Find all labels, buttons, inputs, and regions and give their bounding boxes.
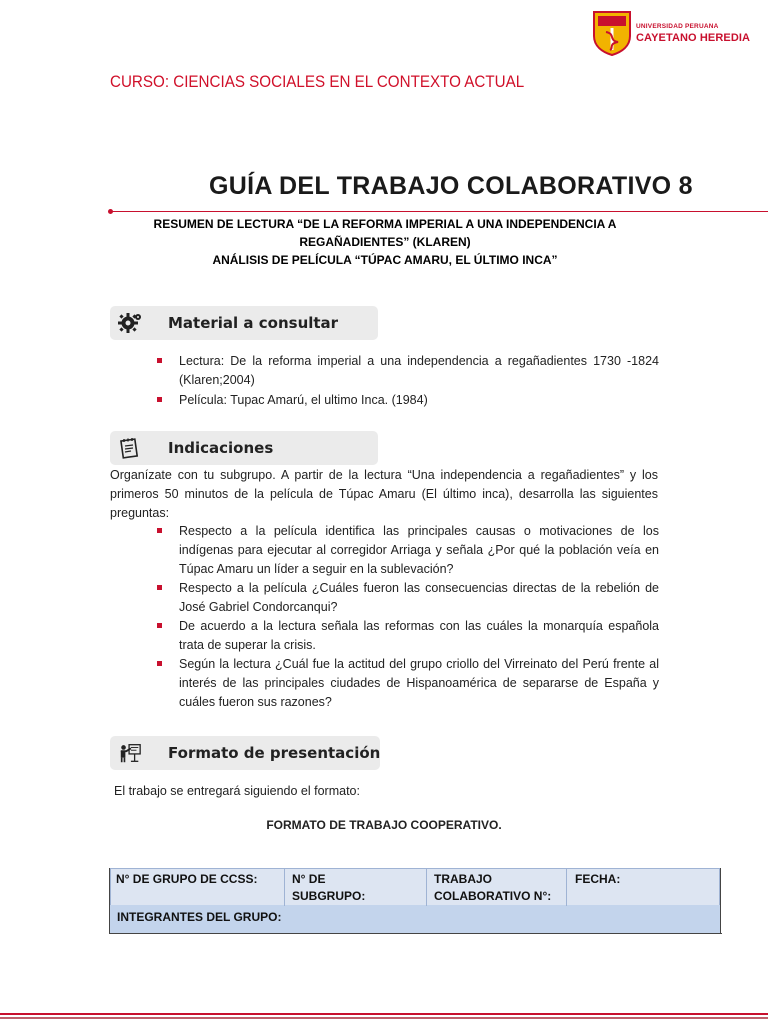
subtitle-line-3: ANÁLISIS DE PELÍCULA “TÚPAC AMARU, EL ÚLTIMO INCA” [212,253,558,267]
format-title: FORMATO DE TRABAJO COOPERATIVO. [266,818,502,832]
subgroup-label-line-1: N° DE [292,872,326,886]
group-number-label: N° DE GRUPO DE CCSS: [116,872,258,886]
question-item: Respecto a la película identifica las principales causas o motivaciones de los indígenas para ejecutar al corregidor Arriaga y señala ¿Por qué la población veía en Túpac Amaru un líder a seguir en la sublevación? [179,524,659,576]
presenter-icon [118,742,142,764]
section-formato-heading: Formato de presentación [168,744,381,762]
cooperative-work-table [110,868,722,934]
delivery-text: El trabajo se entregará siguiendo el formato: [114,784,360,798]
subgroup-label-line-2: SUBGRUPO: [292,889,366,903]
subgroup-label [292,871,365,905]
bullet-marker [157,623,162,628]
section-material-heading: Material a consultar [168,314,339,332]
logo-name-line: CAYETANO HEREDIA [636,32,751,44]
question-item: Respecto a la película ¿Cuáles fueron las consecuencias directas de la rebelión de José Gabriel Condorcanqui? [179,581,659,614]
list-item: Lectura: De la reforma imperial a una independencia a regañadientes 1730 -1824 (Klaren;2004) [179,354,659,387]
section-formato-header [110,736,380,770]
members-label: INTEGRANTES DEL GRUPO: [117,910,282,924]
title-rule [112,211,768,212]
table-right-border [720,868,721,934]
question-item: Según la lectura ¿Cuál fue la actitud del grupo criollo del Virreinato del Perú frente al interés de las principales ciudades de Hispanoamérica de separarse de España y cuáles fueron sus razones? [179,657,659,709]
work-label-line-2: COLABORATIVO N°: [434,889,552,903]
work-number-label [434,871,551,905]
footer-rule [0,1013,768,1015]
logo-university-line: UNIVERSIDAD PERUANA [636,23,719,30]
bullet-marker [157,397,162,402]
page-title: GUÍA DEL TRABAJO COLABORATIVO 8 [209,172,693,200]
bullet-marker [157,528,162,533]
table-column-divider [284,868,285,906]
bullet-marker [157,358,162,363]
subtitle-line-1: RESUMEN DE LECTURA “DE LA REFORMA IMPERIAL A UNA INDEPENDENCIA A [153,217,617,231]
notepad-icon [118,437,142,459]
footer-rule-secondary [0,1017,768,1019]
section-indicaciones-heading: Indicaciones [168,439,274,457]
university-logo [592,10,752,58]
gear-icon [118,312,142,334]
subtitle-line-2: REGAÑADIENTES” (KLAREN) [299,235,471,249]
course-title: CURSO: CIENCIAS SOCIALES EN EL CONTEXTO ACTUAL [110,73,525,91]
section-material-header [110,306,378,340]
bullet-marker [157,661,162,666]
instructions-intro: Organízate con tu subgrupo. A partir de la lectura “Una independencia a regañadientes” y los primeros 50 minutos de la película de Túpac Amaru (El último inca), desarrolla las siguientes preguntas: [110,468,658,520]
date-label: FECHA: [575,872,621,886]
question-item: De acuerdo a la lectura señala las reformas con las cuáles la monarquía española trata de superar la crisis. [179,619,659,652]
bullet-marker [157,585,162,590]
university-shield-icon [592,10,632,56]
section-indicaciones-header [110,431,378,465]
table-left-border [109,868,110,934]
work-label-line-1: TRABAJO [434,872,493,886]
table-column-divider [426,868,427,906]
table-column-divider [566,868,567,906]
list-item: Película: Tupac Amarú, el ultimo Inca. (1984) [179,393,428,407]
